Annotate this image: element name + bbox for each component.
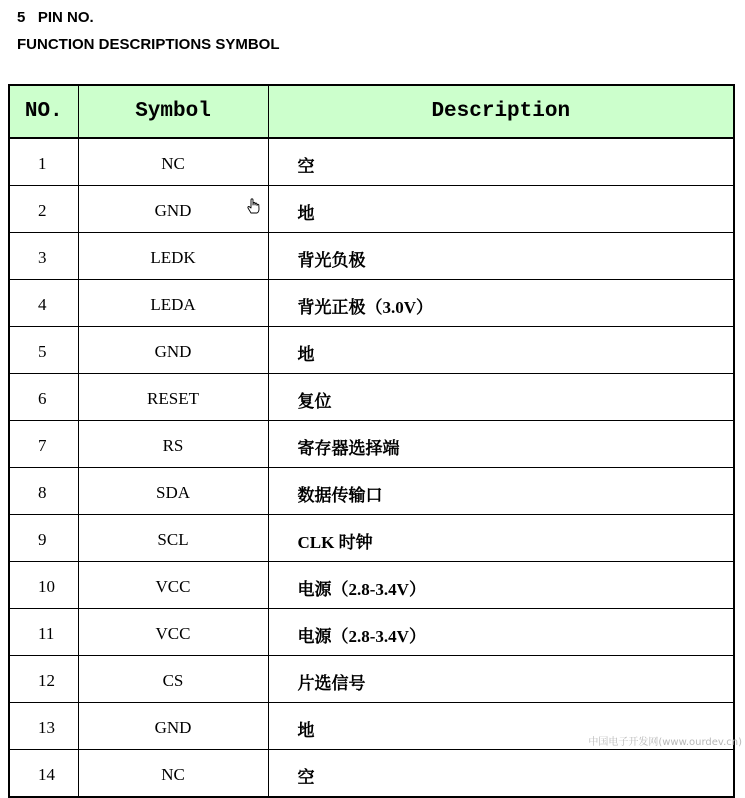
column-header-description: Description: [268, 85, 734, 138]
table-row: [9, 562, 734, 609]
pin-description-cell: 背光正极（3.0V）: [268, 280, 734, 327]
pin-symbol-cell: VCC: [78, 609, 268, 656]
pin-symbol-cell: NC: [78, 138, 268, 186]
pin-symbol-cell: RS: [78, 421, 268, 468]
table-row: [9, 468, 734, 515]
pin-number-cell: 5: [9, 327, 78, 374]
table-row: [9, 750, 734, 798]
pin-description-cell: 片选信号: [268, 656, 734, 703]
pin-description-cell: 空: [268, 138, 734, 186]
pin-symbol-cell: NC: [78, 750, 268, 798]
pin-number-cell: 12: [9, 656, 78, 703]
table-row: [9, 186, 734, 233]
pin-symbol-cell: GND: [78, 703, 268, 750]
table-subtitle: FUNCTION DESCRIPTIONS SYMBOL: [17, 36, 280, 53]
pin-number-cell: 9: [9, 515, 78, 562]
pin-symbol-cell: VCC: [78, 562, 268, 609]
table-row: [9, 421, 734, 468]
pin-description-cell: 背光负极: [268, 233, 734, 280]
pin-symbol-cell: LEDK: [78, 233, 268, 280]
pin-number-cell: 13: [9, 703, 78, 750]
pin-symbol-cell: LEDA: [78, 280, 268, 327]
table-row: [9, 374, 734, 421]
pin-symbol-cell: GND: [78, 186, 268, 233]
pin-number-cell: 3: [9, 233, 78, 280]
pin-symbol-cell: CS: [78, 656, 268, 703]
watermark: 中国电子开发网(www.ourdev.cn): [588, 737, 742, 748]
pin-number-cell: 2: [9, 186, 78, 233]
pin-symbol-cell: SCL: [78, 515, 268, 562]
pin-symbol-cell: SDA: [78, 468, 268, 515]
pin-number-cell: 8: [9, 468, 78, 515]
column-header-no: NO.: [9, 85, 78, 138]
table-row: [9, 515, 734, 562]
pin-number-cell: 11: [9, 609, 78, 656]
pin-description-cell: 地: [268, 327, 734, 374]
pin-number-cell: 14: [9, 750, 78, 798]
pin-number-cell: 4: [9, 280, 78, 327]
pin-description-cell: 寄存器选择端: [268, 421, 734, 468]
pin-description-cell: 复位: [268, 374, 734, 421]
pin-description-cell: 地: [268, 703, 734, 750]
pin-symbol-cell: GND: [78, 327, 268, 374]
table-row: [9, 280, 734, 327]
section-heading: 5 PIN NO.: [17, 9, 94, 26]
pin-number-cell: 6: [9, 374, 78, 421]
pin-description-cell: 电源（2.8-3.4V）: [268, 609, 734, 656]
table-row: [9, 138, 734, 186]
pin-symbol-cell: RESET: [78, 374, 268, 421]
pin-table: [8, 84, 735, 798]
pin-description-cell: 数据传输口: [268, 468, 734, 515]
pin-number-cell: 1: [9, 138, 78, 186]
pin-number-cell: 7: [9, 421, 78, 468]
pin-description-cell: 空: [268, 750, 734, 798]
pin-number-cell: 10: [9, 562, 78, 609]
column-header-symbol: Symbol: [78, 85, 268, 138]
pin-rows: [9, 138, 734, 797]
hand-pointer-icon: [245, 197, 263, 215]
table-row: [9, 609, 734, 656]
pin-description-cell: 电源（2.8-3.4V）: [268, 562, 734, 609]
table-row: [9, 327, 734, 374]
pin-description-cell: CLK 时钟: [268, 515, 734, 562]
table-row: [9, 656, 734, 703]
table-header-row: [9, 85, 734, 138]
table-row: [9, 233, 734, 280]
pin-description-cell: 地: [268, 186, 734, 233]
